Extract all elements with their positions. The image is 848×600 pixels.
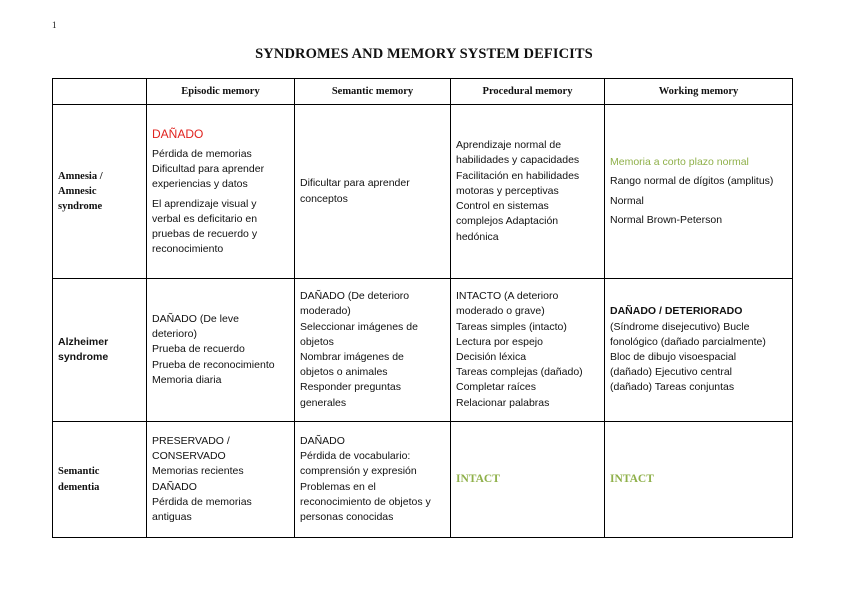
row-name-line: syndrome [58, 201, 103, 213]
cell-line: verbal es deficitario en [152, 212, 258, 225]
cell-line: Memoria diaria [152, 373, 222, 386]
cell-line: DAÑADO [152, 480, 197, 493]
cell-line: (dañado) Ejecutivo central [610, 366, 732, 379]
cell-line: Control en sistemas [456, 200, 549, 213]
table-row [53, 279, 793, 422]
cell-line: reconocimiento [152, 243, 224, 256]
cell-line: Seleccionar imágenes de [300, 320, 418, 333]
cell-line: Dificultad para aprender [152, 163, 265, 176]
cell-line: moderado) [300, 305, 351, 318]
row-name-alzheimer [53, 279, 147, 422]
cell-line: Responder preguntas [300, 381, 401, 394]
cell-line: El aprendizaje visual y [152, 197, 257, 210]
syndromes-table [52, 78, 793, 538]
cell-line: Decisión léxica [456, 351, 527, 363]
cell-alzheimer-episodic [147, 279, 295, 422]
cell-line: Memorias recientes [152, 465, 244, 478]
cell-line: antiguas [152, 510, 192, 523]
cell-amnesia-semantic [295, 105, 451, 279]
cell-line: fonológico (dañado parcialmente) [610, 335, 766, 348]
cell-line: INTACTO (A deterioro [456, 290, 559, 303]
cell-line: Normal [610, 194, 644, 207]
cell-line: moderado o grave) [456, 305, 545, 318]
row-name-line: Alzheimer [58, 335, 109, 348]
cell-line: Bloc de dibujo visoespacial [610, 351, 737, 363]
cell-line: conceptos [300, 192, 348, 205]
cell-line: Relacionar palabras [456, 396, 550, 409]
cell-alzheimer-procedural [451, 279, 605, 422]
cell-line: Aprendizaje normal de [456, 139, 562, 152]
cell-line: generales [300, 396, 347, 409]
cell-line: Pérdida de memorias [152, 495, 252, 508]
cell-line: reconocimiento de objetos y [300, 495, 431, 508]
cell-line: Pérdida de vocabulario: [300, 450, 411, 463]
cell-line: (dañado) Tareas conjuntas [610, 381, 735, 394]
cell-line: personas conocidas [300, 510, 394, 523]
cell-line: objetos [300, 335, 334, 348]
cell-semantic-dementia-episodic [147, 422, 295, 538]
header-episodic-memory: Episodic memory [147, 79, 295, 105]
working-heading: DAÑADO / DETERIORADO [610, 305, 743, 318]
cell-line: Rango normal de dígitos (amplitus) [610, 175, 774, 188]
cell-line: Prueba de reconocimiento [152, 358, 275, 371]
row-name-semantic-dementia [53, 422, 147, 538]
cell-line: DAÑADO (De leve [152, 312, 239, 325]
row-name-line: dementia [58, 481, 100, 493]
cell-line: DAÑADO (De deterioro [300, 290, 410, 303]
cell-line: Lectura por espejo [456, 335, 543, 348]
cell-line: Pérdida de memorias [152, 147, 252, 160]
cell-semantic-dementia-procedural [451, 422, 605, 538]
status-intact: INTACT [456, 473, 500, 486]
cell-line: habilidades y capacidades [456, 154, 580, 167]
status-damaged: DAÑADO [152, 126, 204, 141]
cell-line: complejos Adaptación [456, 215, 559, 228]
row-name-amnesia [53, 105, 147, 279]
cell-line: Tareas complejas (dañado) [456, 366, 583, 379]
row-name-line: Amnesia / [58, 170, 103, 182]
cell-alzheimer-working [605, 279, 793, 422]
row-name-line: Semantic [58, 466, 100, 478]
header-semantic-memory: Semantic memory [295, 79, 451, 105]
cell-line: hedónica [456, 230, 499, 243]
header-row [53, 79, 793, 105]
cell-line: Prueba de recuerdo [152, 343, 245, 356]
cell-line: Completar raíces [456, 381, 536, 394]
page-title: SYNDROMES AND MEMORY SYSTEM DEFICITS [255, 46, 593, 62]
cell-alzheimer-semantic [295, 279, 451, 422]
cell-line: deterioro) [152, 328, 197, 341]
cell-line: comprensión y expresión [300, 465, 417, 478]
cell-line: DAÑADO [300, 434, 345, 447]
cell-amnesia-working [605, 105, 793, 279]
header-procedural-memory: Procedural memory [451, 79, 605, 105]
table-row [53, 105, 793, 279]
cell-line: Facilitación en habilidades [456, 169, 580, 182]
header-working-memory: Working memory [605, 79, 793, 105]
status-intact: INTACT [610, 473, 654, 486]
cell-amnesia-procedural [451, 105, 605, 279]
cell-semantic-dementia-semantic [295, 422, 451, 538]
cell-line: (Síndrome disejecutivo) Bucle [610, 320, 750, 333]
highlight-normal: Memoria a corto plazo normal [610, 156, 749, 169]
cell-line: Nombrar imágenes de [300, 351, 404, 363]
cell-line: Tareas simples (intacto) [456, 320, 567, 333]
cell-line: Normal Brown-Peterson [610, 213, 723, 226]
row-name-line: Amnesic [58, 185, 97, 197]
cell-amnesia-episodic [147, 105, 295, 279]
cell-line: Dificultar para aprender [300, 177, 410, 190]
cell-line: motoras y perceptivas [456, 184, 559, 197]
table-row [53, 422, 793, 538]
row-name-line: syndrome [58, 351, 109, 363]
cell-line: pruebas de recuerdo y [152, 228, 258, 241]
cell-line: PRESERVADO / [152, 434, 230, 447]
cell-semantic-dementia-working [605, 422, 793, 538]
header-empty-cell [53, 79, 147, 105]
cell-line: CONSERVADO [152, 450, 226, 463]
cell-line: experiencias y datos [152, 178, 248, 191]
cell-line: objetos o animales [300, 366, 388, 379]
page-number: 1 [52, 20, 57, 30]
cell-line: Problemas en el [300, 480, 376, 493]
